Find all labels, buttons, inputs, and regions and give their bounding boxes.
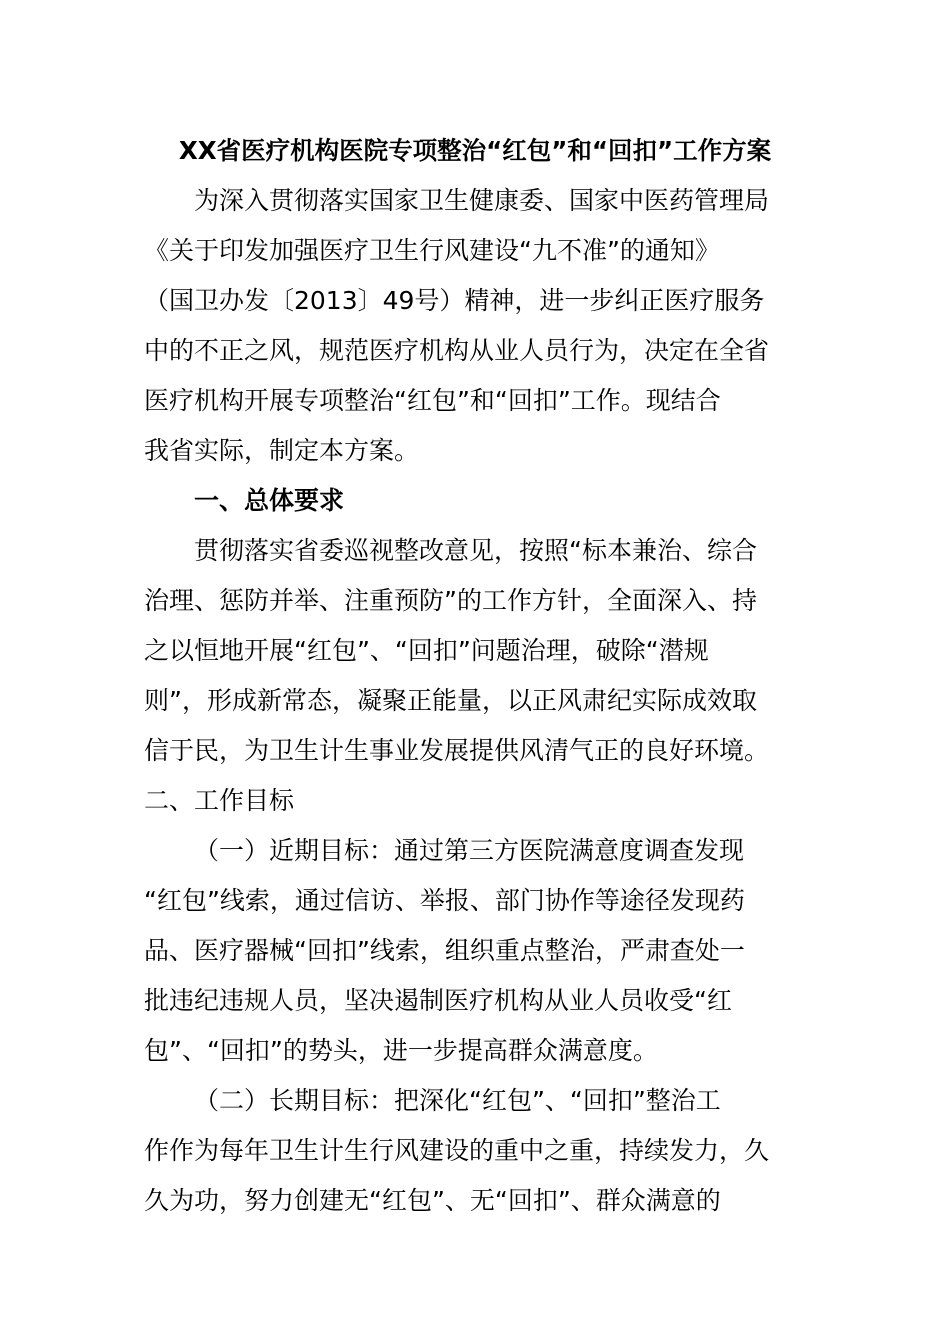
paragraph-line: 则”，形成新常态，凝聚正能量，以正风肃纪实际成效取 bbox=[144, 686, 757, 715]
paragraph-line: 中的不正之风，规范医疗机构从业人员行为，决定在全省 bbox=[144, 336, 770, 365]
paragraph-line: 治理、惩防并举、注重预防”的工作方针，全面深入、持 bbox=[144, 586, 757, 615]
paragraph-line: 医疗机构开展专项整治“红包”和“回扣”工作。现结合 bbox=[144, 386, 721, 415]
paragraph-line: 作作为每年卫生计生行风建设的重中之重，持续发力，久 bbox=[144, 1136, 770, 1165]
section-heading: 一、总体要求 bbox=[194, 486, 345, 515]
paragraph-line: 信于民，为卫生计生事业发展提供风清气正的良好环境。 bbox=[144, 736, 770, 765]
paragraph-line: 贯彻落实省委巡视整改意见，按照“标本兼治、综合 bbox=[194, 536, 757, 565]
paragraph-line: 之以恒地开展“红包”、“回扣”问题治理，破除“潜规 bbox=[144, 636, 709, 665]
paragraph-line: 久为功，努力创建无“红包”、无“回扣”、群众满意的 bbox=[144, 1186, 721, 1215]
document-title: XX省医疗机构医院专项整治“红包”和“回扣”工作方案 bbox=[178, 136, 772, 165]
paragraph-line: 包”、“回扣”的势头，进一步提高群众满意度。 bbox=[144, 1036, 658, 1065]
paragraph-line: （一）近期目标：通过第三方医院满意度调查发现 bbox=[194, 836, 745, 865]
paragraph-line: 批违纪违规人员，坚决遏制医疗机构从业人员收受“红 bbox=[144, 986, 732, 1015]
paragraph-line: （国卫办发〔2013〕49号）精神，进一步纠正医疗服务 bbox=[144, 286, 765, 315]
paragraph-line: 为深入贯彻落实国家卫生健康委、国家中医药管理局 bbox=[194, 186, 770, 215]
paragraph-line: 《关于印发加强医疗卫生行风建设“九不准”的通知》 bbox=[144, 236, 720, 265]
paragraph-line: 我省实际，制定本方案。 bbox=[144, 436, 420, 465]
paragraph-line: 品、医疗器械“回扣”线索，组织重点整治，严肃查处一 bbox=[144, 936, 745, 965]
section-heading: 二、工作目标 bbox=[144, 786, 295, 815]
paragraph-line: （二）长期目标：把深化“红包”、“回扣”整治工 bbox=[194, 1086, 721, 1115]
paragraph-line: “红包”线索，通过信访、举报、部门协作等途径发现药 bbox=[144, 886, 745, 915]
